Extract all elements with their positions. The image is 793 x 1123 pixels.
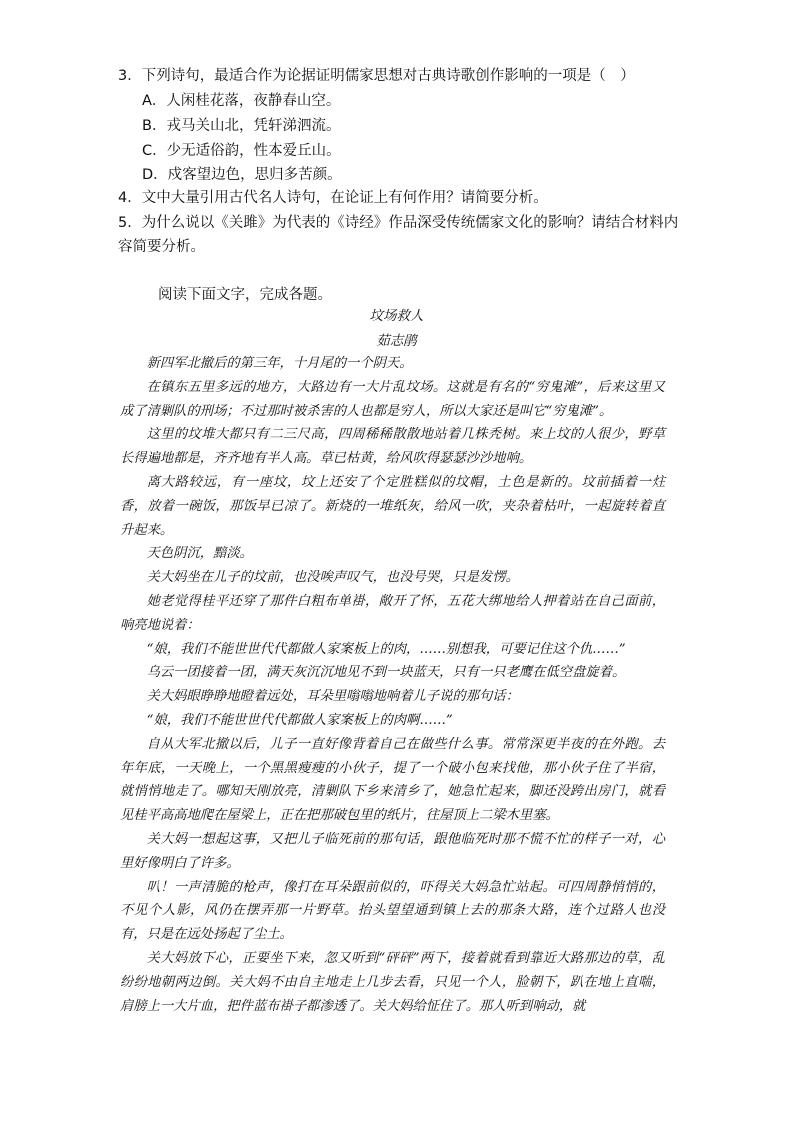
story-paragraph: 新四军北撤后的第三年，十月尾的一个阴天。	[146, 356, 413, 371]
story-paragraph: 离大路较远，有一座坟，坟上还安了个定胜糕似的坟帽，土色是新的。坟前插着一炷香，放着一碗饭，那饭早已凉了。新烧的一堆纸灰，给风一吹，夹杂着枯叶，一起旋转着直升起来。	[120, 474, 665, 538]
question-3-option-b: B．戎马关山北，凭轩涕泗流。	[142, 118, 341, 134]
story-paragraph: 这里的坟堆大都只有二三尺高，四周稀稀散散地站着几株秃树。来上坟的人很少，野草长得遍地都是，齐齐地有半人高。草已枯黄，给风吹得瑟瑟沙沙地响。	[120, 427, 665, 467]
story-paragraph: 关大妈一想起这事，又把儿子临死前的那句话，跟他临死时那不慌不忙的样子一对，心里好像明白了许多。	[120, 831, 665, 871]
story-author: 茹志鹃	[376, 333, 417, 349]
question-4: 4．文中大量引用古代名人诗句，在论证上有何作用？请简要分析。	[118, 190, 548, 206]
story-paragraph: 关大妈放下心，正要坐下来，忽又听到“砰砰”两下，接着就看到靠近大路那边的草，乱纷纷地朝两边倒。关大妈不由自主地走上几步去看，只见一个人，脸朝下，趴在地上直喘，肩膀上一大片血，把件蓝布褂子都渗透了。关大妈给怔住了。那人听到响动，就	[120, 950, 665, 1014]
story-paragraph: 关大妈眼睁睁地瞪着远处，耳朵里嗡嗡地响着儿子说的那句话：	[146, 689, 519, 705]
question-5-line-1: 5．为什么说以《关雎》为代表的《诗经》作品深受传统儒家文化的影响？请结合材料内	[118, 215, 679, 231]
story-body	[120, 352, 665, 1018]
story-paragraph: 她老觉得桂平还穿了那件白粗布单褂，敞开了怀，五花大绑地给人押着站在自己面前，响亮地说着：	[120, 593, 665, 633]
story-paragraph: 自从大军北撤以后，儿子一直好像背着自己在做些什么事。常常深更半夜的在外跑。去年年底，一天晚上，一个黑黑瘦瘦的小伙子，提了一个破小包来找他，那小伙子住了半宿，就悄悄地走了。哪知天刚放亮，清剿队下乡来清乡了，她急忙起来，脚还没跨出房门，就看见桂平高高地爬在屋梁上，正在把那破包里的纸片，往屋顶上二梁木里塞。	[120, 736, 665, 824]
question-3-option-c: C．少无适俗韵，性本爱丘山。	[142, 143, 341, 159]
story-paragraph: 天色阴沉，黯淡。	[146, 546, 253, 562]
story-paragraph: 乌云一团接着一团，满天灰沉沉地见不到一块蓝天，只有一只老鹰在低空盘旋着。	[146, 665, 626, 681]
question-3-option-a: A．人闲桂花落，夜静春山空。	[142, 93, 341, 109]
story-paragraph: “娘，我们不能世世代代都做人家案板上的肉啊……”	[146, 712, 453, 728]
story-title: 坟场救人	[369, 308, 424, 324]
reading-instruction: 阅读下面文字，完成各题。	[158, 287, 332, 303]
story-paragraph: “娘，我们不能世世代代都做人家案板上的肉，……别想我，可要记住这个仇……”	[146, 641, 626, 657]
question-3-option-d: D．戍客望边色，思归多苦颜。	[142, 167, 342, 183]
story-paragraph: 在镇东五里多远的地方，大路边有一大片乱坟场。这就是有名的“穷鬼滩”，后来这里又成了清剿队的刑场；不过那时被杀害的人也都是穷人，所以大家还是叫它“穷鬼滩”。	[120, 379, 665, 419]
question-3: 3．下列诗句，最适合作为论据证明儒家思想对古典诗歌创作影响的一项是（ ）	[118, 68, 635, 84]
question-5-line-2: 容简要分析。	[118, 239, 205, 255]
story-paragraph: 叭！一声清脆的枪声，像打在耳朵跟前似的，吓得关大妈急忙站起。可四周静悄悄的，不见个人影，风仍在摆弄那一片野草。抬头望望通到镇上去的那条大路，连个过路人也没有，只是在远处扬起了尘土。	[120, 879, 665, 943]
story-paragraph: 关大妈坐在儿子的坟前，也没唉声叹气，也没号哭，只是发愣。	[146, 570, 519, 586]
